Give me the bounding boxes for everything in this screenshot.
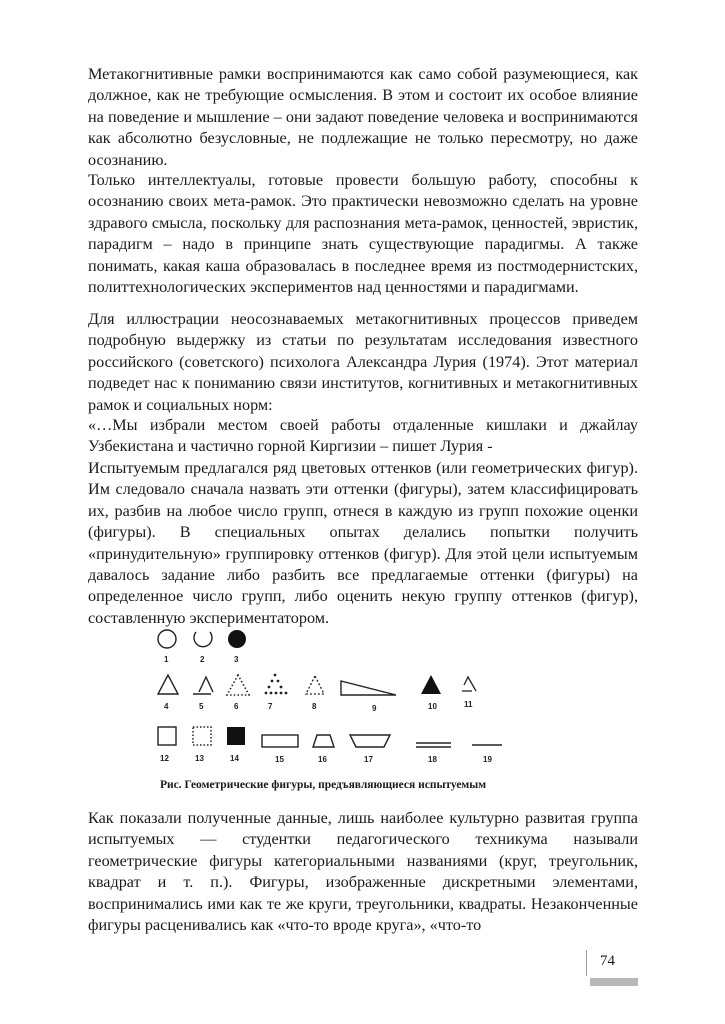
figure-label: 8 xyxy=(312,702,317,711)
footer-divider xyxy=(586,950,587,976)
figure-label: 16 xyxy=(318,755,327,764)
figure-triangle-filled xyxy=(421,675,441,694)
paragraph-5: Испытуемым предлагался ряд цветовых оттенков (или геометрических фигур). Им следовало сначала назвать эти оттенки (фигуры), затем классифицировать их, разбив на любое число групп, отнеся в каждую из групп похожие оценки (фигуры). В специальных опытах делались попытки получить «принудительную» группировку оттенков (фигур). Для этой цели испытуемым давалось задание либо разбить все предлагаемые оттенки (фигуры) на определенное число групп, либо оценить некую группу оттенков (фигур), составленную экспериментатором. xyxy=(88,459,638,627)
figures-svg xyxy=(150,625,530,765)
geometric-figures-illustration xyxy=(150,625,530,765)
figure-label: 9 xyxy=(372,704,377,713)
figure-label: 12 xyxy=(160,754,169,763)
figure-square-dotted xyxy=(193,727,211,745)
figure-label: 11 xyxy=(464,700,473,709)
figure-label: 3 xyxy=(234,655,239,664)
figure-trapezoid-inverted xyxy=(350,735,390,747)
figure-square xyxy=(158,727,176,745)
figure-circle-open xyxy=(194,632,212,647)
figure-label: 15 xyxy=(275,755,284,764)
figure-rectangle xyxy=(262,735,298,747)
figure-triangle-broken xyxy=(462,677,476,691)
figure-triangle-dots xyxy=(265,674,288,695)
figure-label: 19 xyxy=(483,755,492,764)
footer-bar xyxy=(590,978,638,986)
figure-triangle-dashed xyxy=(306,676,324,694)
figure-double-line xyxy=(416,743,451,747)
figure-circle-filled xyxy=(228,630,246,648)
paragraph-6: Как показали полученные данные, лишь наиболее культурно развитая группа испытуемых — студентки педагогического техникума называли геометрические фигуры категориальными названиями (круг, треугольник, квадрат и т. п.). Фигуры, изображенные дискретными элементами, воспринимались ими как те же круги, треугольники, квадраты. Незаконченные фигуры расценивались как «что-то вроде круга», «что-то xyxy=(88,809,638,935)
paragraph-2: Только интеллектуалы, готовые провести большую работу, способны к осознанию своих мета-рамок. Это практически невозможно сделать на уровне здравого смысла, поскольку для распознания мета-рамок, ценностей, эвристик, парадигм – надо в принципе знать существующие парадигмы. А также понимать, какая каша образовалась в последнее время из постмодернистских, политтехнологических экспериментов над ценностями и парадигмами. xyxy=(88,171,638,297)
figure-label: 5 xyxy=(199,702,204,711)
figure-label: 18 xyxy=(428,755,437,764)
figure-triangle xyxy=(158,675,178,694)
paragraph-3: Для иллюстрации неосознаваемых метакогнитивных процессов приведем подробную выдержку из статьи по результатам исследования известного российского (советского) психолога Александра Лурия (1974). Этот материал подведет нас к пониманию связи институтов, когнитивных и метакогнитивных рамок и социальных норм: xyxy=(88,310,638,414)
figure-label: 6 xyxy=(234,702,239,711)
figure-label: 10 xyxy=(428,702,437,711)
figure-caption: Рис. Геометрические фигуры, предъявляющиеся испытуемым xyxy=(160,779,487,791)
page-number: 74 xyxy=(600,953,615,969)
figure-label: 17 xyxy=(364,755,373,764)
figure-label: 2 xyxy=(200,655,205,664)
figure-trapezoid xyxy=(313,735,334,747)
figure-triangle-dotted xyxy=(227,675,249,695)
figure-triangle-open xyxy=(193,677,213,694)
paragraph-4-quote: «…Мы избрали местом своей работы отдаленные кишлаки и джайлау Узбекистана и частично горной Киргизии – пишет Лурия - xyxy=(88,416,638,456)
figure-square-filled xyxy=(227,727,245,745)
figure-label: 1 xyxy=(164,655,169,664)
figure-label: 7 xyxy=(268,702,273,711)
figure-triangle-long xyxy=(341,681,396,695)
figure-circle-closed xyxy=(158,630,176,648)
figure-label: 14 xyxy=(230,754,239,763)
paragraph-1: Метакогнитивные рамки воспринимаются как само собой разумеющиеся, как должное, как не требующие осмысления. В этом и состоит их особое влияние на поведение и мышление – они задают поведение человека и воспринимаются как абсолютно безусловные, не подлежащие не только пересмотру, но даже осознанию. xyxy=(88,65,638,169)
figure-label: 4 xyxy=(164,702,169,711)
figure-label: 13 xyxy=(195,754,204,763)
